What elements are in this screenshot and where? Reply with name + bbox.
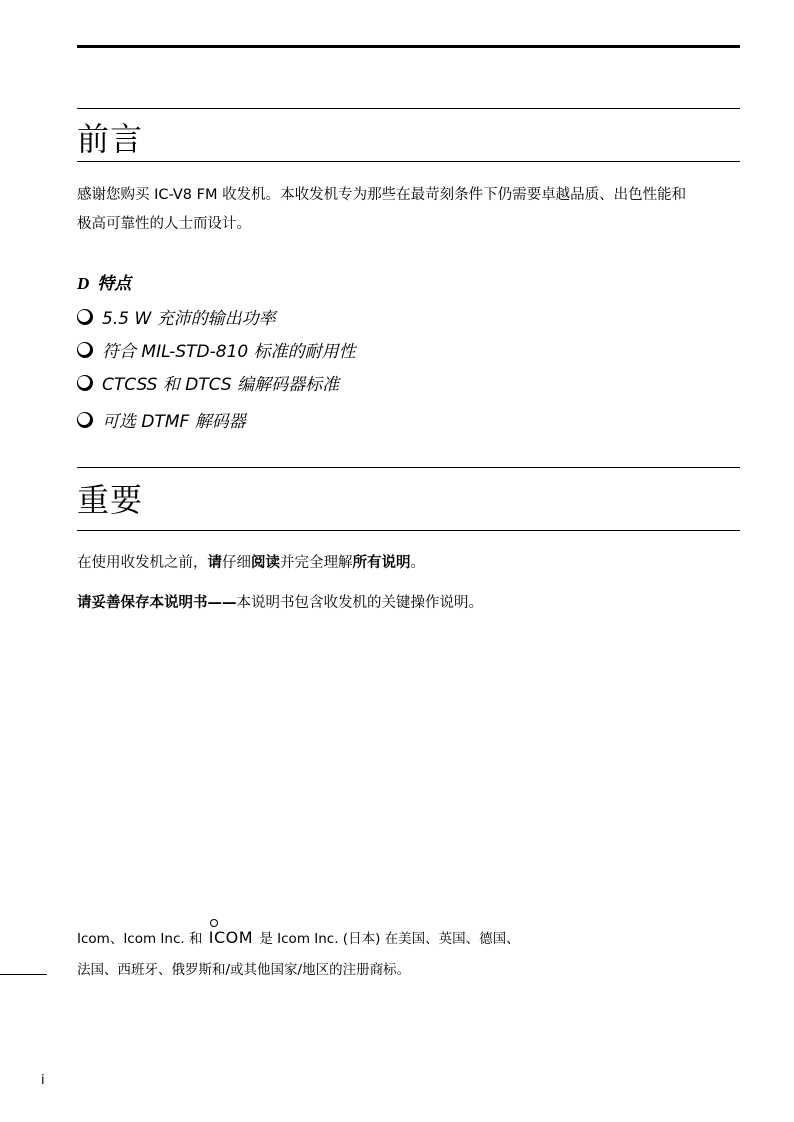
preface-top-rule bbox=[77, 108, 740, 109]
important-bold-text: 请妥善保存本说明书—— bbox=[77, 595, 237, 611]
preface-bottom-rule bbox=[77, 161, 740, 162]
important-text: 在使用收发机之前， bbox=[77, 555, 208, 571]
logo-dot-icon bbox=[210, 919, 218, 927]
trademark-text: Icom、Icom Inc. 和 bbox=[77, 931, 203, 947]
important-bottom-rule bbox=[77, 530, 740, 531]
icom-logo-text: ICOM bbox=[208, 928, 254, 947]
important-text: 并完全理解 bbox=[280, 555, 353, 571]
circle-bullet-icon bbox=[77, 342, 93, 358]
important-bold-text: 所有说明 bbox=[352, 555, 411, 571]
features-heading bbox=[77, 269, 131, 294]
important-top-rule bbox=[77, 467, 740, 468]
features-marker: D bbox=[77, 274, 90, 293]
circle-bullet-icon bbox=[77, 412, 93, 428]
trademark-line-2: 法国、西班牙、俄罗斯和/或其他国家/地区的注册商标。 bbox=[77, 962, 411, 978]
feature-item bbox=[77, 304, 276, 329]
trademark-text: 是 Icom Inc. (日本) 在美国、英国、德国、 bbox=[259, 931, 520, 947]
feature-text: 可选 DTMF 解码器 bbox=[102, 412, 246, 432]
trademark-line-1 bbox=[77, 928, 520, 949]
preface-paragraph bbox=[77, 181, 747, 239]
preface-heading: 前言 bbox=[77, 120, 144, 158]
important-text: 本说明书包含收发机的关键操作说明。 bbox=[236, 595, 483, 611]
important-bold-text: 阅读 bbox=[251, 555, 280, 571]
important-line-2 bbox=[77, 592, 483, 614]
features-heading-text: 特点 bbox=[97, 274, 132, 294]
circle-bullet-icon bbox=[77, 375, 93, 391]
feature-text: CTCSS 和 DTCS 编解码器标准 bbox=[102, 375, 340, 395]
important-heading: 重要 bbox=[77, 481, 144, 519]
top-thick-rule bbox=[77, 45, 740, 48]
feature-item bbox=[77, 407, 246, 432]
feature-text: 5.5 W 充沛的输出功率 bbox=[102, 309, 276, 329]
feature-item bbox=[77, 370, 339, 395]
important-bold-text: 请 bbox=[207, 555, 222, 571]
margin-rule bbox=[0, 974, 47, 975]
important-line-1 bbox=[77, 552, 425, 574]
icom-logo bbox=[209, 928, 253, 948]
important-text: 。 bbox=[410, 555, 425, 571]
circle-bullet-icon bbox=[77, 309, 93, 325]
feature-text: 符合 MIL-STD-810 标准的耐用性 bbox=[102, 342, 356, 362]
feature-item bbox=[77, 337, 356, 362]
preface-line-2: 极高可靠性的人士而设计。 bbox=[77, 216, 251, 232]
preface-line-1: 感谢您购买 IC-V8 FM 收发机。本收发机专为那些在最苛刻条件下仍需要卓越品质、出色性能和 bbox=[77, 187, 687, 203]
page-number: i bbox=[41, 1073, 45, 1088]
important-text: 仔细 bbox=[222, 555, 251, 571]
